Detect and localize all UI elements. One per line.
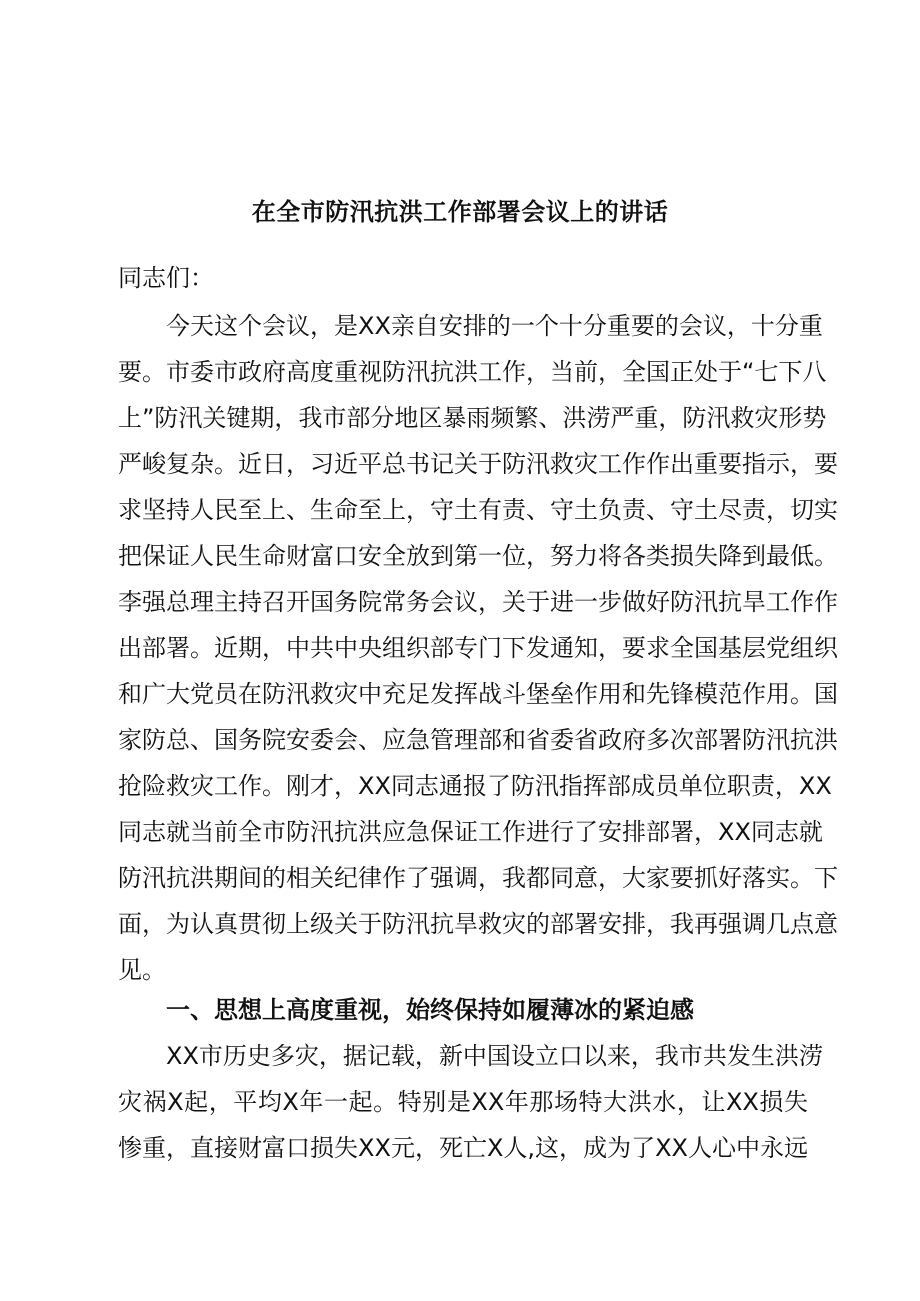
paragraph-line: 上”防汛关键期，我市部分地区暴雨频繁、洪涝严重，防汛救灾形势	[118, 404, 827, 432]
paragraph-line: XX市历史多灾，据记载，新中国设立口以来，我市共发生洪涝	[166, 1042, 823, 1070]
paragraph-line: 严峻复杂。近日，习近平总书记关于防汛救灾工作作出重要指示，要	[118, 450, 838, 478]
paragraph-line: 同志就当前全市防汛抗洪应急保证工作进行了安排部署，XX同志就	[118, 818, 823, 846]
paragraph-line: 面，为认真贯彻上级关于防汛抗旱救灾的部署安排，我再强调几点意	[118, 910, 838, 938]
paragraph-line: 见。	[118, 956, 166, 984]
paragraph-line: 要。市委市政府高度重视防汛抗洪工作，当前，全国正处于“七下八	[118, 358, 827, 386]
paragraph-line: 家防总、国务院安委会、应急管理部和省委省政府多次部署防汛抗洪	[118, 726, 838, 754]
paragraph-line: 和广大党员在防汛救灾中充足发挥战斗堡垒作用和先锋模范作用。国	[118, 680, 838, 708]
section-heading: 一、思想上高度重视，始终保持如履薄冰的紧迫感	[166, 996, 694, 1024]
paragraph-line: 灾祸X起，平均X年一起。特别是XX年那场特大洪水，让XX损失	[118, 1088, 808, 1116]
paragraph-line: 把保证人民生命财富口安全放到第一位，努力将各类损失降到最低。	[118, 542, 838, 570]
salutation: 同志们：	[118, 264, 214, 292]
paragraph-line: 防汛抗洪期间的相关纪律作了强调，我都同意，大家要抓好落实。下	[118, 864, 838, 892]
document-title: 在全市防汛抗洪工作部署会议上的讲话	[251, 198, 669, 226]
paragraph-line: 今天这个会议，是XX亲自安排的一个十分重要的会议，十分重	[166, 312, 823, 340]
paragraph-line: 惨重，直接财富口损失XX元，死亡X人,这，成为了XX人心中永远	[118, 1134, 808, 1162]
paragraph-line: 出部署。近期，中共中央组织部专门下发通知，要求全国基层党组织	[118, 634, 838, 662]
paragraph-line: 抢险救灾工作。刚才，XX同志通报了防汛指挥部成员单位职责，XX	[118, 772, 832, 800]
paragraph-line: 求坚持人民至上、生命至上，守土有责、守土负责、守土尽责，切实	[118, 496, 838, 524]
paragraph-line: 李强总理主持召开国务院常务会议，关于进一步做好防汛抗旱工作作	[118, 588, 838, 616]
